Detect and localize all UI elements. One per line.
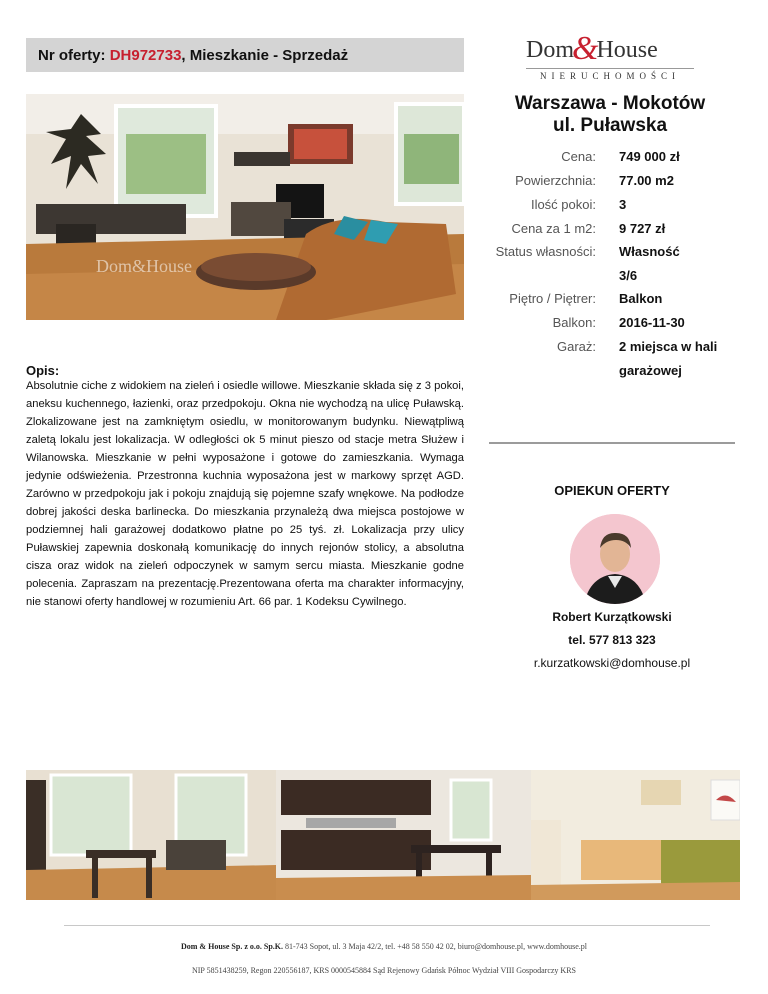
agent-section-title: OPIEKUN OFERTY: [554, 483, 670, 498]
property-row-ownership: [480, 244, 750, 264]
company-logo: [526, 28, 694, 81]
agent-name: Robert Kurzątkowski: [552, 610, 672, 624]
footer-registry: NIP 5851438259, Regon 220556187, KRS 0000545884 Sąd Rejenowy Gdańsk Północ Wydział VIII Gospodarczy KRS: [191, 966, 576, 975]
property-row-rooms: [480, 197, 750, 217]
footer-company: [0, 942, 768, 951]
property-value: 77.00 m2: [619, 173, 674, 188]
logo-ampersand: &: [572, 30, 599, 67]
offer-id: DH972733: [109, 46, 182, 64]
offer-prefix: Nr oferty:: [38, 46, 110, 64]
property-location: [490, 93, 730, 137]
description-text: Absolutnie ciche z widokiem na zieleń i osiedle willowe. Mieszkanie składa się z 3 pokoi, aneksu kuchennego, łazienki, oraz przedpokoju. Okna nie wychodzą na ulicę Puławską. Zlokalizowane jest na zamkniętym osiedlu, w monitorowanym budynku. Niewątpliwą zaletą lokalu jest lokalizacja. W odległości ok 5 minut pieszo od stacje metra Służew i Wilanowska. Mieszkanie w pełni wyposażone i gotowe do zamieszkania. Wymaga jedynie odświeżenia. Przestronna kuchnia wyposażona jest w markowy sprzęt AGD. Zarówno w przedpokoju jak i pokoju znajdują się pojemne szafy wnękowe. Na podłodze dobrej jakości deska barlinecka. Do mieszkania przynależą dwa miejsca postojowe w podziemnej hali garażowej dodatkowo płatne po 25 tyś. zł. Lokalizacja przy ulicy Puławskiej zapewnia doskonałą komunikację do innych rejonów stolicy, a absolutna cisza oraz widok na zieleń odpoczynek w samym sercu miasta. Mieszkanie godne polecenia. Zapraszam na prezentację.Prezentowana oferta ma charakter informacyjny, nie stanowi oferty handlowej w rozumieniu Art. 66 par. 1 Kodeksu Cywilnego.: [26, 380, 464, 608]
agent-email[interactable]: r.kurzatkowski@domhouse.pl: [533, 656, 691, 670]
footer-address: 81-743 Sopot, ul. 3 Maja 42/2, tel. +48 58 550 42 02, biuro@domhouse.pl, www.domhouse.pl: [283, 942, 588, 951]
photo-gallery: [26, 770, 740, 900]
logo-word-dom: Dom: [526, 37, 574, 63]
property-label: Ilość pokoi:: [530, 197, 596, 212]
divider: [489, 442, 735, 444]
property-value: 3/6: [619, 268, 638, 283]
footer-divider: [64, 925, 710, 926]
offer-header: [26, 38, 464, 72]
description-label: Opis:: [26, 363, 60, 378]
property-value: 9 727 zł: [619, 221, 666, 236]
offer-type: , Mieszkanie - Sprzedaż: [181, 46, 349, 64]
property-row-price-per-m2: [480, 221, 750, 241]
property-row-balcony: [480, 315, 750, 335]
property-value: 3: [619, 197, 627, 212]
property-value: 2 miejsca w hali: [619, 339, 718, 354]
footer-company-name: Dom & House Sp. z o.o. Sp.K.: [180, 942, 283, 951]
gallery-photo-bedroom[interactable]: [531, 770, 740, 900]
property-row-price: [480, 149, 750, 169]
property-row-floor: [480, 291, 750, 311]
svg-text:Dom&House: Dom&House: [96, 256, 192, 276]
property-label: Powierzchnia:: [515, 173, 596, 188]
agent-avatar: [570, 514, 660, 604]
property-label: Cena:: [561, 149, 596, 164]
agent-phone[interactable]: tel. 577 813 323: [568, 633, 656, 647]
property-value: Balkon: [619, 291, 663, 306]
property-row-garage-cont: [480, 363, 750, 383]
property-value: 749 000 zł: [619, 149, 680, 164]
street: ul. Puławska: [552, 115, 668, 136]
logo-tagline: NIERUCHOMOŚCI: [526, 68, 694, 81]
property-row-area: [480, 173, 750, 193]
property-value: Własność: [619, 244, 680, 259]
gallery-photo-kitchen[interactable]: [276, 770, 531, 900]
property-row-floor-value: [480, 268, 750, 288]
property-label: Balkon:: [552, 315, 596, 330]
property-row-garage: [480, 339, 750, 359]
gallery-photo-living[interactable]: [26, 770, 276, 900]
city-district: Warszawa - Mokotów: [514, 93, 706, 114]
main-property-photo: [26, 94, 464, 320]
logo-word-house: House: [596, 37, 658, 63]
property-label: Piętro / Piętrer:: [509, 291, 596, 306]
property-label: Cena za 1 m2:: [511, 221, 596, 236]
property-value: garażowej: [619, 363, 682, 378]
property-label: Garaż:: [556, 339, 596, 354]
property-label: Status własności:: [495, 244, 596, 259]
property-value: 2016-11-30: [619, 315, 685, 330]
